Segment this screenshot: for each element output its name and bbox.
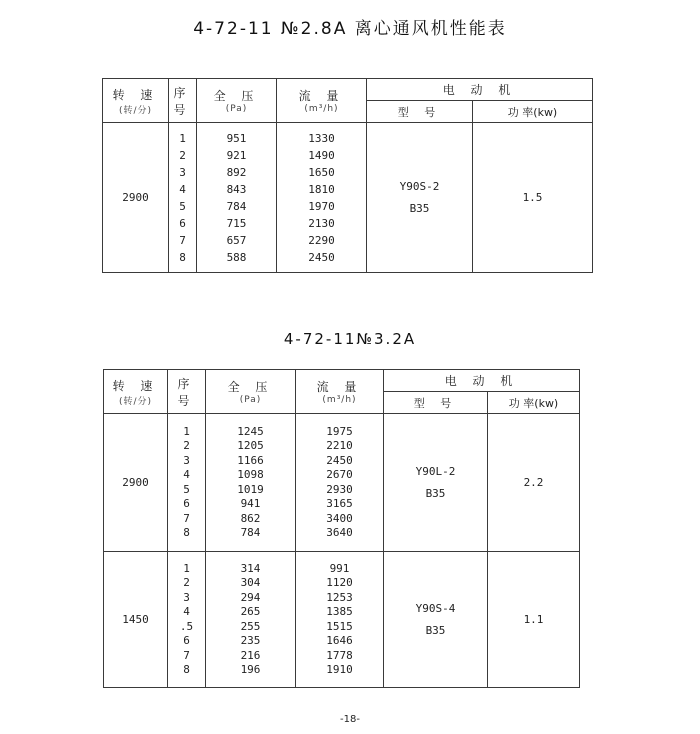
motor-model-cell: Y90S-2 B35 (367, 123, 473, 273)
model-header: 型 号 (367, 101, 473, 123)
seq-header: 序 号 (168, 370, 206, 414)
flow-cell: 1975 2210 2450 2670 2930 3165 3400 3640 (296, 414, 384, 552)
pressure-cell: 1245 1205 1166 1098 1019 941 862 784 (206, 414, 296, 552)
power-cell: 1.5 (473, 123, 593, 273)
seq-cell: 1 2 3 4 5 6 7 8 (168, 414, 206, 552)
model-header: 型 号 (384, 392, 488, 414)
power-header: 功 率(kw) (473, 101, 593, 123)
motor-model-cell: Y90L-2 B35 (384, 414, 488, 552)
speed-cell: 2900 (104, 414, 168, 552)
pressure-header: 全 压 (Pa) (197, 79, 277, 123)
flow-cell: 1330 1490 1650 1810 1970 2130 2290 2450 (277, 123, 367, 273)
flow-cell: 991 1120 1253 1385 1515 1646 1778 1910 (296, 552, 384, 688)
power-cell: 2.2 (488, 414, 580, 552)
page-number: -18- (340, 714, 360, 725)
power-cell: 1.1 (488, 552, 580, 688)
power-header: 功 率(kw) (488, 392, 580, 414)
table-header-row (104, 370, 580, 392)
seq-header: 序 号 (169, 79, 197, 123)
speed-header: 转 速 (转/分) (104, 370, 168, 414)
performance-table-2 (103, 369, 580, 688)
speed-header: 转 速 (转/分) (103, 79, 169, 123)
table-row (104, 414, 580, 552)
pressure-cell: 951 921 892 843 784 715 657 588 (197, 123, 277, 273)
table-header-row (103, 79, 593, 101)
motor-header: 电 动 机 (367, 79, 593, 101)
flow-header: 流 量 (m³/h) (296, 370, 384, 414)
page-title: 4-72-11 №2.8A 离心通风机性能表 (193, 19, 507, 39)
table-row (104, 552, 580, 688)
motor-model-cell: Y90S-4 B35 (384, 552, 488, 688)
speed-cell: 2900 (103, 123, 169, 273)
pressure-header: 全 压 (Pa) (206, 370, 296, 414)
flow-header: 流 量 (m³/h) (277, 79, 367, 123)
pressure-cell: 314 304 294 265 255 235 216 196 (206, 552, 296, 688)
speed-cell: 1450 (104, 552, 168, 688)
table2-title: 4-72-11№3.2A (283, 330, 417, 348)
seq-cell: 1 2 3 4 .5 6 7 8 (168, 552, 206, 688)
motor-header: 电 动 机 (384, 370, 580, 392)
table-row (103, 123, 593, 273)
performance-table-1 (102, 78, 593, 273)
seq-cell: 1 2 3 4 5 6 7 8 (169, 123, 197, 273)
